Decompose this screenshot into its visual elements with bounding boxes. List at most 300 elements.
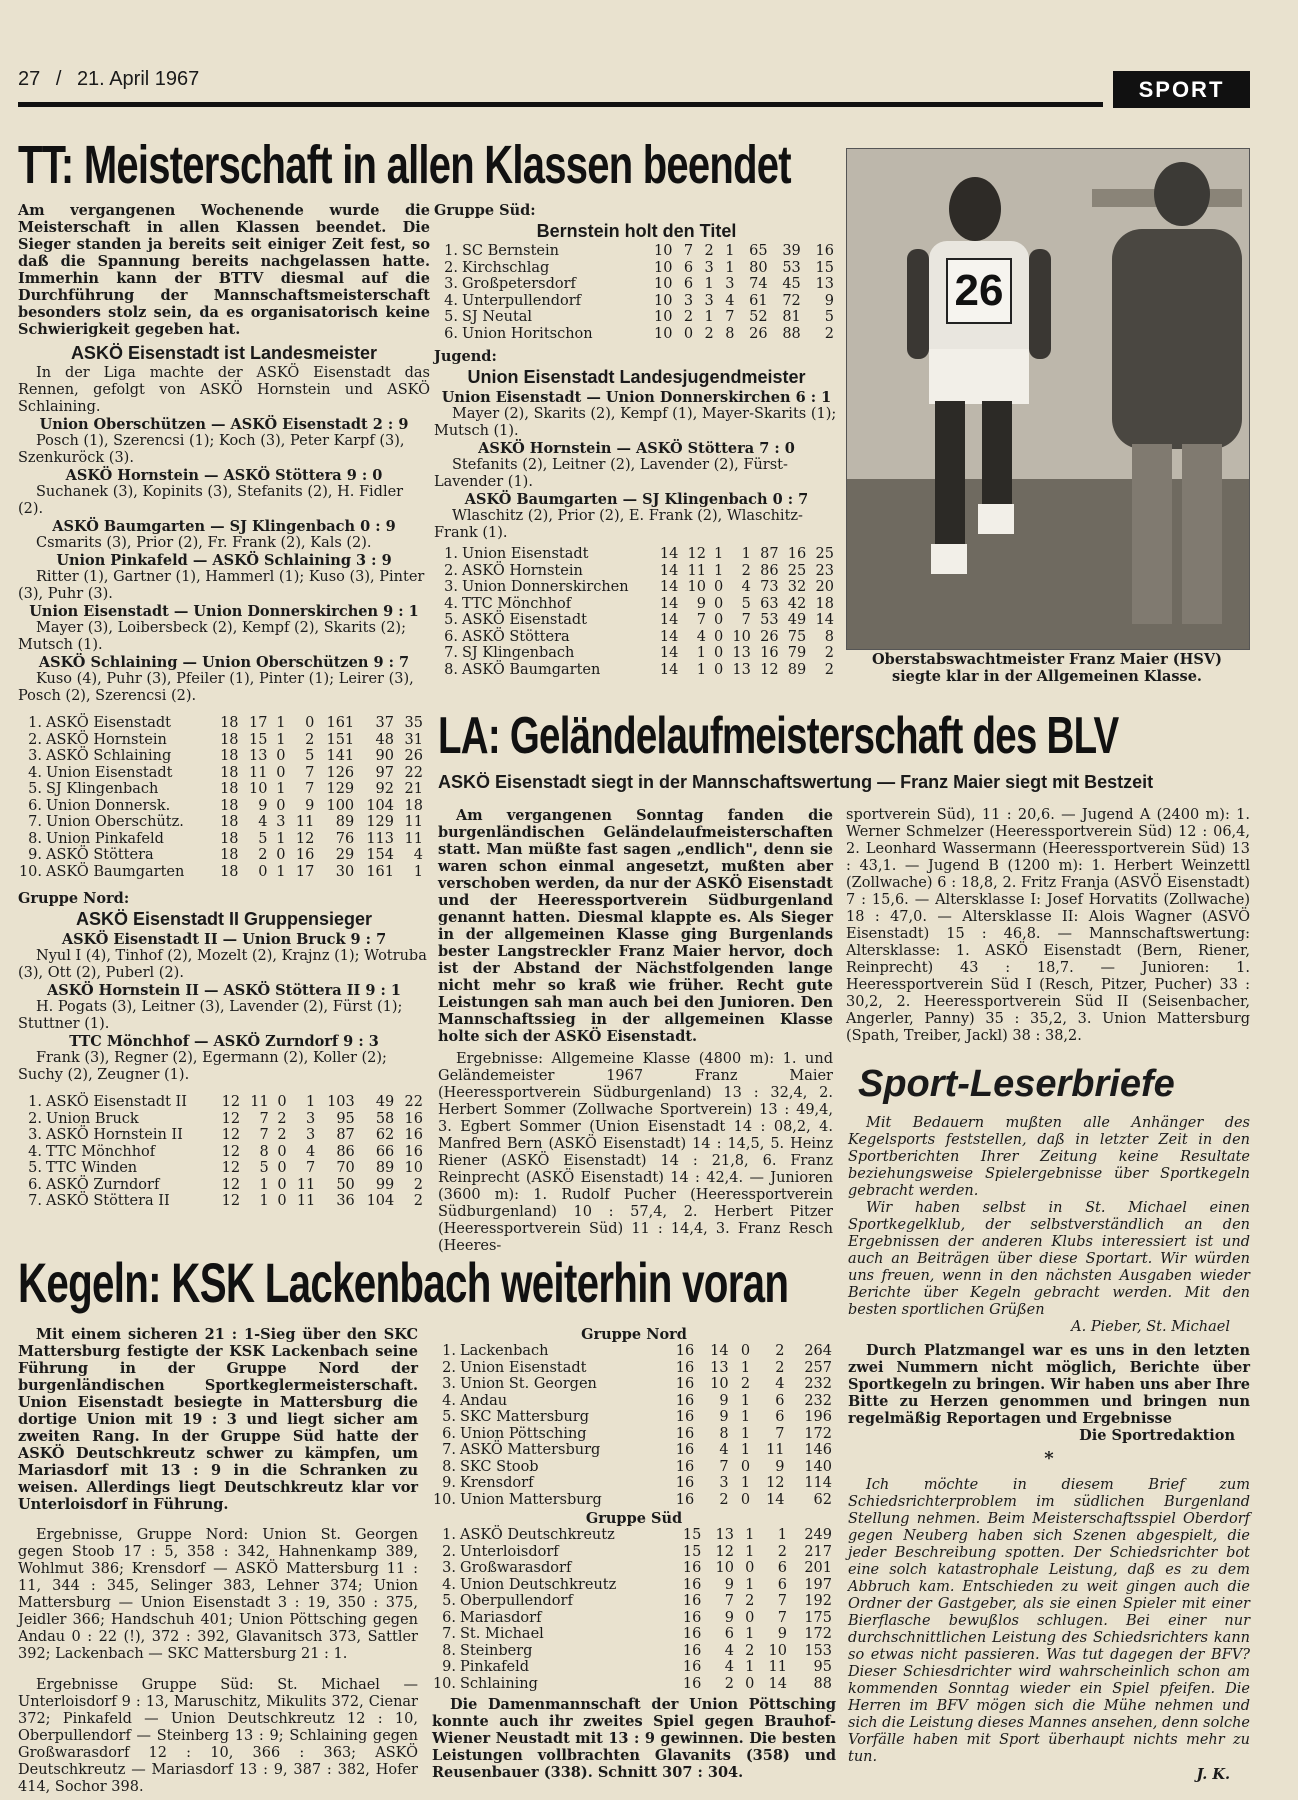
stat-cell: 3 — [306, 1110, 316, 1127]
stat-cell: 89 — [787, 661, 807, 678]
table-row — [432, 1610, 832, 1627]
table-row — [432, 1593, 832, 1610]
stat-cell: 0 — [683, 325, 694, 342]
table-row — [434, 326, 834, 343]
team-cell: Unterpullendorf — [462, 292, 582, 309]
tt-jugend-games — [434, 389, 839, 542]
stat-cell: 12 — [295, 830, 315, 847]
stat-cell: 92 — [375, 781, 394, 797]
team-cell: ASKÖ Baumgarten — [462, 661, 601, 678]
stat-cell: 31 — [404, 731, 423, 748]
table-row — [432, 1426, 832, 1443]
stat-cell: 196 — [804, 1409, 832, 1425]
rank-cell: 7. — [28, 814, 42, 830]
stat-cell: 2 — [745, 1642, 755, 1659]
la-intro: Am vergangenen Sonntag fanden die burgenländischen Geländelaufmeisterschaften statt. Man müßte fast sagen „endlich", denn sie waren schon einmal angesetzt, mußten aber verschoben werden, da nur der ASKÖ Eisenstadt und der Heeressportverein Südburgenland genannt hatten. Diesmal klappte es. Als Sieger in der allgemeinen Klasse ging Burgenlands bester Langstreckler Franz Maier hervor, doch ist der Abstand der Nächstfolgenden lange nicht mehr so kraß wie früher. Recht gute Leistungen sah man auch bei den Junioren. Den Mannschaftssieg in der allgemeinen Klasse holte sich der ASKÖ Eisenstadt. — [438, 807, 833, 1045]
stat-cell: 99 — [375, 1176, 395, 1193]
rank-cell: 10. — [18, 863, 42, 880]
stat-cell: 21 — [404, 781, 423, 797]
rank-cell: 5. — [442, 1593, 456, 1609]
stat-cell: 15 — [815, 259, 834, 276]
tt-liga-intro: In der Liga machte der ASKÖ Eisenstadt das Rennen, gefolgt von ASKÖ Hornstein und ASKÖ Schlaining. — [18, 365, 430, 415]
stat-cell: 264 — [804, 1343, 832, 1359]
rank-cell: 8. — [442, 1458, 456, 1475]
stat-cell: 81 — [782, 309, 801, 325]
stat-cell: 6 — [777, 1560, 787, 1576]
stat-cell: 9 — [775, 1458, 785, 1475]
stat-cell: 16 — [682, 1560, 702, 1576]
game-players: Nyul I (4), Tinhof (2), Mozelt (2), Krajnz (1); Wotruba (3), Ott (2), Puberl (2). — [18, 948, 427, 981]
stat-cell: 0 — [713, 612, 724, 628]
stat-cell: 13 — [732, 661, 751, 678]
rank-cell: 2. — [28, 731, 42, 748]
stat-cell: 1 — [259, 1193, 269, 1209]
rank-cell: 9. — [28, 847, 42, 863]
stat-cell: 12 — [221, 1176, 241, 1193]
game-title: ASKÖ Hornstein — ASKÖ Stöttera 7 : 0 — [478, 440, 795, 457]
stat-cell: 7 — [306, 1160, 316, 1176]
stat-cell: 9 — [724, 1609, 734, 1626]
stat-cell: 11 — [404, 814, 423, 830]
stat-cell: 1 — [276, 715, 286, 731]
page-header — [18, 68, 199, 91]
stat-cell: 0 — [745, 1560, 755, 1576]
la-results-2: sportverein Süd), 11 : 20,6. — Jugend A (2400 m): 1. Werner Schmelzer (Heeressportverein Süd) 12 : 06,4, 2. Leonhard Wassermann (Heeressportverein Süd) 13 : 43,1. — Jugend B (1200 m): 1. Herbert Weinzettl (Zollwache) 6 : 18,8, 2. Fritz Franja (ASVÖ Eisenstadt) 7 : 15,6. — Altersklasse I: Josef Horvatits (Zollwache) 18 : 47,0. — Altersklasse II: Alois Wagner (ASVÖ Eisenstadt) 15 : 46,8. — Mannschaftswertung: Altersklasse: 1. ASKÖ Eisenstadt (Bern, Riener, Reinprecht) 43 : 18,7. — Junioren: 1. Heeressportverein Süd I (Resch, Pitzer, Pucher) 33 : 30,2, 2. Heeressportverein Süd II (Seisenbacher, Angerler, Panny) 35 : 35,2, 3. Union Mattersburg (Spath, Treiber, Jackl) 38 : 38,2. — [846, 807, 1250, 1044]
team-cell: SJ Klingenbach — [46, 781, 159, 797]
stat-cell: 1 — [713, 546, 724, 562]
stat-cell: 16 — [675, 1442, 695, 1458]
stat-cell: 16 — [675, 1392, 695, 1409]
team-cell: Großpetersdorf — [462, 276, 576, 292]
stat-cell: 129 — [326, 781, 355, 797]
stat-cell: 12 — [221, 1160, 241, 1176]
game-title: Union Eisenstadt — Union Donnerskirchen 6 : 1 — [441, 389, 832, 406]
stat-cell: 12 — [221, 1143, 241, 1160]
stat-cell: 6 — [724, 1626, 734, 1642]
stat-cell: 18 — [220, 748, 239, 764]
header-separator: / — [55, 68, 62, 90]
stat-cell: 18 — [220, 814, 239, 830]
stat-cell: 151 — [326, 731, 355, 748]
rank-cell: 1. — [28, 1094, 42, 1110]
tt-headline: TT: Meisterschaft in allen Klassen beendet — [18, 135, 791, 195]
tt-liga-head: ASKÖ Eisenstadt ist Landesmeister — [70, 343, 378, 363]
tt-jugend-label: Jugend: — [434, 348, 497, 365]
stat-cell: 16 — [404, 1143, 423, 1160]
table-row — [434, 260, 834, 277]
game-players: Posch (1), Szerencsi (1); Koch (3), Peter Karpf (3), Szenkuröck (3). — [18, 433, 405, 466]
table-row — [432, 1376, 832, 1393]
team-cell: ASKÖ Hornstein II — [46, 1127, 183, 1143]
stat-cell: 11 — [248, 764, 268, 781]
rank-cell: 3. — [444, 579, 458, 595]
stat-cell: 14 — [659, 612, 679, 628]
stat-cell: 4 — [413, 847, 423, 863]
stat-cell: 146 — [804, 1442, 832, 1458]
team-cell: ASKÖ Zurndorf — [46, 1176, 160, 1193]
tt-intro: Am vergangenen Wochenende wurde die Meisterschaft in allen Klassen beendet. Die Sieger standen ja bereits seit einiger Zeit fest, so daß die Spannung bereits nachgelassen hatte. Immerhin kann der BTTV diesmal auf die Durchführung der Mannschaftsmeisterschaft besonders stolz sein, da es organisatorisch keine Schwierigkeit gegeben hat. — [18, 202, 430, 338]
table-row — [434, 243, 834, 260]
stat-cell: 18 — [220, 847, 239, 863]
team-cell: Krensdorf — [460, 1475, 534, 1491]
rank-cell: 4. — [28, 1143, 42, 1160]
stat-cell: 2 — [258, 847, 268, 863]
stat-cell: 0 — [740, 1458, 751, 1475]
table-row — [432, 1544, 832, 1561]
stat-cell: 16 — [682, 1675, 702, 1692]
stat-cell: 2 — [775, 1343, 785, 1359]
stat-cell: 17 — [295, 863, 315, 880]
table-row — [432, 1626, 832, 1643]
game-players: Wlaschitz (2), Prior (2), E. Frank (2), Wlaschitz-Frank (1). — [434, 508, 803, 541]
stat-cell: 79 — [787, 645, 807, 661]
team-cell: SJ Klingenbach — [462, 645, 575, 661]
stat-cell: 6 — [775, 1409, 785, 1425]
tt-liga-table — [18, 715, 423, 880]
stat-cell: 217 — [804, 1543, 832, 1560]
stat-cell: 18 — [220, 731, 239, 748]
table-row — [432, 1492, 832, 1509]
table-row — [18, 1127, 423, 1144]
team-cell: Steinberg — [460, 1642, 533, 1659]
photo-caption: Oberstabswachtmeister Franz Maier (HSV) siegte klar in der Allgemeinen Klasse. — [872, 651, 1222, 685]
stat-cell: 65 — [749, 243, 768, 259]
team-cell: Union Oberschütz. — [46, 814, 184, 830]
table-row — [18, 1160, 423, 1177]
stat-cell: 13 — [815, 276, 834, 292]
stat-cell: 104 — [366, 797, 394, 814]
stat-cell: 8 — [725, 325, 735, 342]
tt-nord-label: Gruppe Nord: — [18, 890, 130, 907]
stat-cell: 12 — [221, 1127, 241, 1143]
stat-cell: 1 — [740, 1409, 751, 1425]
game-players: Suchanek (3), Kopinits (3), Stefanits (2), H. Fidler (2). — [18, 484, 404, 517]
stat-cell: 9 — [258, 797, 268, 814]
stat-cell: 0 — [258, 863, 268, 880]
kegeln-headline: Kegeln: KSK Lackenbach weiterhin voran — [18, 1251, 789, 1314]
stat-cell: 35 — [404, 715, 423, 731]
stat-cell: 52 — [749, 309, 768, 325]
stat-cell: 4 — [741, 579, 751, 595]
stat-cell: 7 — [741, 612, 751, 628]
stat-cell: 1 — [704, 276, 714, 292]
table-row — [18, 814, 423, 831]
stat-cell: 7 — [775, 1425, 785, 1442]
table-row — [18, 715, 423, 732]
stat-cell: 14 — [710, 1343, 729, 1359]
table-row — [434, 596, 834, 613]
stat-cell: 1 — [306, 1094, 316, 1110]
page-number: 27 — [18, 68, 41, 90]
stat-cell: 5 — [258, 830, 268, 847]
stat-cell: 2 — [683, 309, 694, 325]
stat-cell: 39 — [782, 243, 801, 259]
rank-cell: 7. — [444, 645, 458, 661]
stat-cell: 1 — [740, 1442, 751, 1458]
kegeln-intro: Mit einem sicheren 21 : 1-Sieg über den SKC Mattersburg festigte der KSK Lackenbach seine Führung in der Gruppe Nord der burgenländischen Sportkeglermeisterschaft. Union Eisenstadt besiegte in Mattersburg die dortige Union mit 19 : 3 und liegt sicher am zweiten Rang. In der Gruppe Süd hatte der ASKÖ Deutschkreutz schwer zu kämpfen, um Mariasdorf mit 13 : 9 in die Schranken zu weisen. Allerdings liegt Deutschkreutz klar vor Unterloisdorf in Führung. — [18, 1326, 418, 1513]
table-row — [18, 765, 423, 782]
team-cell: Andau — [460, 1392, 508, 1409]
stat-cell: 2 — [740, 1376, 751, 1392]
table-row — [18, 831, 423, 848]
stat-cell: 3 — [719, 1475, 729, 1491]
stat-cell: 1 — [745, 1543, 755, 1560]
team-cell: Union Donnersk. — [46, 797, 171, 814]
tt-nord-head: ASKÖ Eisenstadt II Gruppensieger — [75, 909, 373, 929]
table-row — [18, 1111, 423, 1128]
stat-cell: 12 — [221, 1110, 241, 1127]
table-row — [18, 847, 423, 864]
stat-cell: 62 — [813, 1491, 832, 1508]
stat-cell: 0 — [276, 764, 286, 781]
stat-cell: 1 — [259, 1176, 269, 1193]
stat-cell: 14 — [766, 1491, 785, 1508]
team-cell: ASKÖ Baumgarten — [46, 863, 185, 880]
stat-cell: 1 — [740, 1392, 751, 1409]
team-cell: ASKÖ Eisenstadt II — [46, 1094, 188, 1110]
rank-cell: 6. — [442, 1425, 456, 1442]
stat-cell: 10 — [687, 579, 706, 595]
table-row — [434, 579, 834, 596]
team-cell: ASKÖ Eisenstadt — [46, 715, 171, 731]
team-cell: ASKÖ Schlaining — [46, 748, 172, 764]
team-cell: Unterloisdorf — [460, 1543, 559, 1560]
rank-cell: 3. — [28, 748, 42, 764]
table-row — [434, 662, 834, 679]
stat-cell: 10 — [653, 243, 673, 259]
game-title: Union Pinkafeld — ASKÖ Schlaining 3 : 9 — [56, 552, 392, 569]
stat-cell: 16 — [787, 546, 807, 562]
stat-cell: 2 — [775, 1359, 785, 1376]
stat-cell: 8 — [259, 1143, 269, 1160]
game-players: Frank (3), Regner (2), Egermann (2), Koller (2); Suchy (2), Zeugner (1). — [18, 1050, 387, 1083]
stat-cell: 2 — [741, 562, 751, 579]
stat-cell: 1 — [696, 645, 706, 661]
tt-nord-games — [18, 931, 430, 1084]
tt-liga-games — [18, 416, 430, 705]
stat-cell: 3 — [683, 292, 694, 309]
stat-cell: 14 — [768, 1675, 787, 1692]
stat-cell: 0 — [276, 797, 286, 814]
stat-cell: 140 — [804, 1458, 832, 1475]
table-row — [432, 1343, 832, 1360]
stat-cell: 25 — [787, 562, 807, 579]
runner-bib: 26 — [954, 266, 1004, 315]
stat-cell: 197 — [804, 1576, 832, 1593]
kegeln-column-1 — [18, 1326, 418, 1796]
rank-cell: 2. — [444, 562, 458, 579]
rank-cell: 4. — [442, 1576, 456, 1593]
tt-sued-label: Gruppe Süd: — [434, 202, 536, 219]
stat-cell: 3 — [704, 292, 714, 309]
stat-cell: 2 — [824, 645, 834, 661]
stat-cell: 3 — [704, 259, 714, 276]
game-title: Union Oberschützen — ASKÖ Eisenstadt 2 : 9 — [39, 416, 409, 433]
stat-cell: 36 — [336, 1193, 355, 1209]
stat-cell: 16 — [675, 1343, 695, 1359]
stat-cell: 12 — [221, 1094, 241, 1110]
team-cell: ASKÖ Deutschkreutz — [460, 1527, 615, 1543]
stat-cell: 10 — [715, 1560, 734, 1576]
stat-cell: 154 — [366, 847, 394, 863]
stat-cell: 0 — [277, 1176, 287, 1193]
kegeln-column-2 — [432, 1326, 836, 1781]
rank-cell: 8. — [444, 661, 458, 678]
stat-cell: 103 — [327, 1094, 355, 1110]
separator-star: * — [1044, 1448, 1054, 1469]
game-title: ASKÖ Hornstein II — ASKÖ Stöttera II 9 : 1 — [47, 982, 401, 999]
editor-reply: Durch Platzmangel war es uns in den letzten zwei Nummern nicht möglich, Berichte über Sportkegeln zu bringen. Wir haben uns aber Ihre Bitte zu Herzen genommen und bringen nun regelmäßig Reportagen und Ergebnisse — [848, 1342, 1250, 1427]
table-row — [432, 1393, 832, 1410]
stat-cell: 90 — [375, 748, 394, 764]
stat-cell: 0 — [713, 628, 724, 645]
stat-cell: 88 — [782, 325, 801, 342]
team-cell: SKC Stoob — [460, 1458, 539, 1475]
team-cell: ASKÖ Eisenstadt — [462, 612, 587, 628]
table-row — [434, 546, 834, 563]
stat-cell: 8 — [824, 628, 834, 645]
la-column-2 — [846, 807, 1250, 1045]
stat-cell: 17 — [248, 715, 268, 731]
stat-cell: 18 — [220, 781, 239, 797]
stat-cell: 5 — [741, 595, 751, 612]
team-cell: SC Bernstein — [462, 243, 559, 259]
stat-cell: 7 — [777, 1593, 787, 1609]
stat-cell: 126 — [326, 764, 355, 781]
stat-cell: 10 — [710, 1376, 729, 1392]
rank-cell: 2. — [28, 1110, 42, 1127]
stat-cell: 0 — [713, 595, 724, 612]
stat-cell: 22 — [404, 1094, 423, 1110]
stat-cell: 18 — [815, 595, 834, 612]
stat-cell: 1 — [741, 546, 751, 562]
rank-cell: 4. — [444, 595, 458, 612]
table-row — [432, 1409, 832, 1426]
table-row — [434, 629, 834, 646]
stat-cell: 11 — [296, 1193, 316, 1209]
game-title: ASKÖ Baumgarten — SJ Klingenbach 0 : 7 — [464, 491, 809, 508]
rank-cell: 1. — [444, 546, 458, 562]
stat-cell: 0 — [713, 645, 724, 661]
rank-cell: 4. — [442, 1392, 456, 1409]
stat-cell: 1 — [745, 1576, 755, 1593]
stat-cell: 12 — [687, 546, 706, 562]
stat-cell: 3 — [306, 1127, 316, 1143]
stat-cell: 7 — [683, 243, 694, 259]
stat-cell: 9 — [824, 292, 834, 309]
stat-cell: 2 — [719, 1491, 729, 1508]
rank-cell: 7. — [28, 1193, 42, 1209]
leser-headline: Sport-Leserbriefe — [858, 1063, 1175, 1105]
team-cell: Großwarasdorf — [460, 1560, 572, 1576]
stat-cell: 4 — [719, 1442, 729, 1458]
stat-cell: 7 — [724, 1593, 734, 1609]
stat-cell: 0 — [745, 1675, 755, 1692]
game-players: Kuso (4), Puhr (3), Pfeiler (1), Pinter (1); Leirer (3), Posch (2), Szerencsi (2). — [18, 671, 414, 704]
stat-cell: 11 — [766, 1442, 785, 1458]
rank-cell: 9. — [442, 1475, 456, 1491]
la-subhead: ASKÖ Eisenstadt siegt in der Mannschaftswertung — Franz Maier siegt mit Bestzeit — [438, 772, 1154, 792]
team-cell: Lackenbach — [460, 1343, 549, 1359]
stat-cell: 97 — [375, 764, 394, 781]
game-players: Mayer (3), Loibersbeck (2), Kempf (2), Skarits (2); Mutsch (1). — [18, 620, 406, 653]
stat-cell: 16 — [675, 1359, 695, 1376]
stat-cell: 11 — [296, 1176, 316, 1193]
stat-cell: 4 — [724, 1659, 734, 1675]
la-results-1: Ergebnisse: Allgemeine Klasse (4800 m): 1. und Geländemeister 1967 Franz Maier (Heeressportverein Südburgenland) 13 : 32,4, 2. Herbert Sommer (Zollwache Sportverein) 13 : 49,4, 3. Egbert Sommer (Union Eisenstadt 14 : 08,2, 4. Manfred Bern (ASKÖ Eisenstadt) 14 : 14,5, 5. Heinz Riener (ASKÖ Eisenstadt) 14 : 21,8, 6. Franz Reinprecht (ASKÖ Eisenstadt) 14 : 42,4. — Junioren (3600 m): 1. Rudolf Pucher (Heeressportverein Südburgenland) 10 : 57,4, 2. Herbert Pitzer (Heeressportverein Süd) 11 : 14,4, 3. Franz Resch (Heeres- — [438, 1051, 833, 1254]
editor-signature: Die Sportredaktion — [1079, 1427, 1235, 1444]
stat-cell: 6 — [775, 1392, 785, 1409]
rank-cell: 6. — [444, 325, 458, 342]
stat-cell: 0 — [276, 748, 286, 764]
stat-cell: 26 — [404, 748, 423, 764]
section-label: SPORT — [1113, 71, 1250, 108]
team-cell: Union Eisenstadt — [460, 1359, 587, 1376]
stat-cell: 1 — [745, 1626, 755, 1642]
stat-cell: 232 — [804, 1376, 832, 1392]
stat-cell: 16 — [815, 243, 834, 259]
rank-cell: 7. — [442, 1442, 456, 1458]
stat-cell: 10 — [248, 781, 268, 797]
stat-cell: 3 — [725, 276, 735, 292]
stat-cell: 2 — [704, 325, 714, 342]
stat-cell: 6 — [777, 1576, 787, 1593]
table-row — [18, 748, 423, 765]
stat-cell: 1 — [696, 661, 706, 678]
stat-cell: 13 — [710, 1359, 729, 1376]
kegeln-nord-table — [432, 1343, 832, 1508]
stat-cell: 2 — [724, 1675, 734, 1692]
stat-cell: 1 — [276, 731, 286, 748]
runner-photo — [846, 148, 1250, 650]
team-cell: Union Deutschkreutz — [460, 1576, 617, 1593]
stat-cell: 13 — [248, 748, 268, 764]
stat-cell: 15 — [248, 731, 268, 748]
stat-cell: 7 — [777, 1609, 787, 1626]
rank-cell: 3. — [442, 1560, 456, 1576]
table-row — [18, 864, 423, 881]
stat-cell: 49 — [787, 612, 807, 628]
stat-cell: 14 — [659, 661, 679, 678]
stat-cell: 18 — [220, 797, 239, 814]
stat-cell: 0 — [276, 847, 286, 863]
stat-cell: 1 — [745, 1659, 755, 1675]
stat-cell: 7 — [719, 1458, 729, 1475]
stat-cell: 16 — [675, 1376, 695, 1392]
team-cell: Union Pöttsching — [460, 1425, 587, 1442]
game-title: ASKÖ Hornstein — ASKÖ Stöttera 9 : 0 — [65, 467, 383, 484]
game-title: TTC Mönchhof — ASKÖ Zurndorf 9 : 3 — [69, 1033, 379, 1050]
header-rule — [18, 102, 1103, 107]
letter-2: Ich möchte in diesem Brief zum Schiedsrichterproblem im südlichen Burgenland Stellung nehmen. Beim Meisterschaftsspiel Oberdorf gegen Neuberg haben sich Szenen abgespielt, die jeder Beschreibung spotten. Der Schiedsrichter bot eine solch katastrophale Leistung, daß es zu dem Abbruch kam. Entschieden zu weit gingen auch die Ordner der Gastgeber, als sie einen Spieler mit einer Bierflasche bewußlos schlugen. Bei einer nur durchschnittlichen Leistung des Schiedsrichters kann so etwas nicht passieren. Was tut dagegen der BFV? Dieser Schiesdrichter wird wahrscheinlich schon am kommenden Sonntag wieder ein Spiel pfeifen. Die Herren im BFV mögen sich die Mühe nehmen und sich die Leistung dieses Mannes ansehen, denn solche Vorfälle haben mit Sport überhaupt nichts mehr zu tun. — [848, 1477, 1250, 1765]
stat-cell: 10 — [653, 309, 673, 325]
game-players: Mayer (2), Skarits (2), Kempf (1), Mayer-Skarits (1); Mutsch (1). — [434, 406, 837, 439]
table-row — [18, 798, 423, 815]
team-cell: Pinkafeld — [460, 1659, 530, 1675]
kegeln-sued-table — [432, 1527, 832, 1692]
stat-cell: 20 — [815, 579, 834, 595]
table-row — [432, 1643, 832, 1660]
table-row — [434, 276, 834, 293]
table-row — [18, 781, 423, 798]
stat-cell: 30 — [335, 863, 355, 880]
team-cell: Union Eisenstadt — [46, 764, 173, 781]
stat-cell: 48 — [375, 731, 394, 748]
stat-cell: 14 — [659, 562, 679, 579]
stat-cell: 4 — [306, 1143, 316, 1160]
game-title: ASKÖ Baumgarten — SJ Klingenbach 0 : 9 — [52, 518, 396, 535]
stat-cell: 7 — [259, 1127, 269, 1143]
